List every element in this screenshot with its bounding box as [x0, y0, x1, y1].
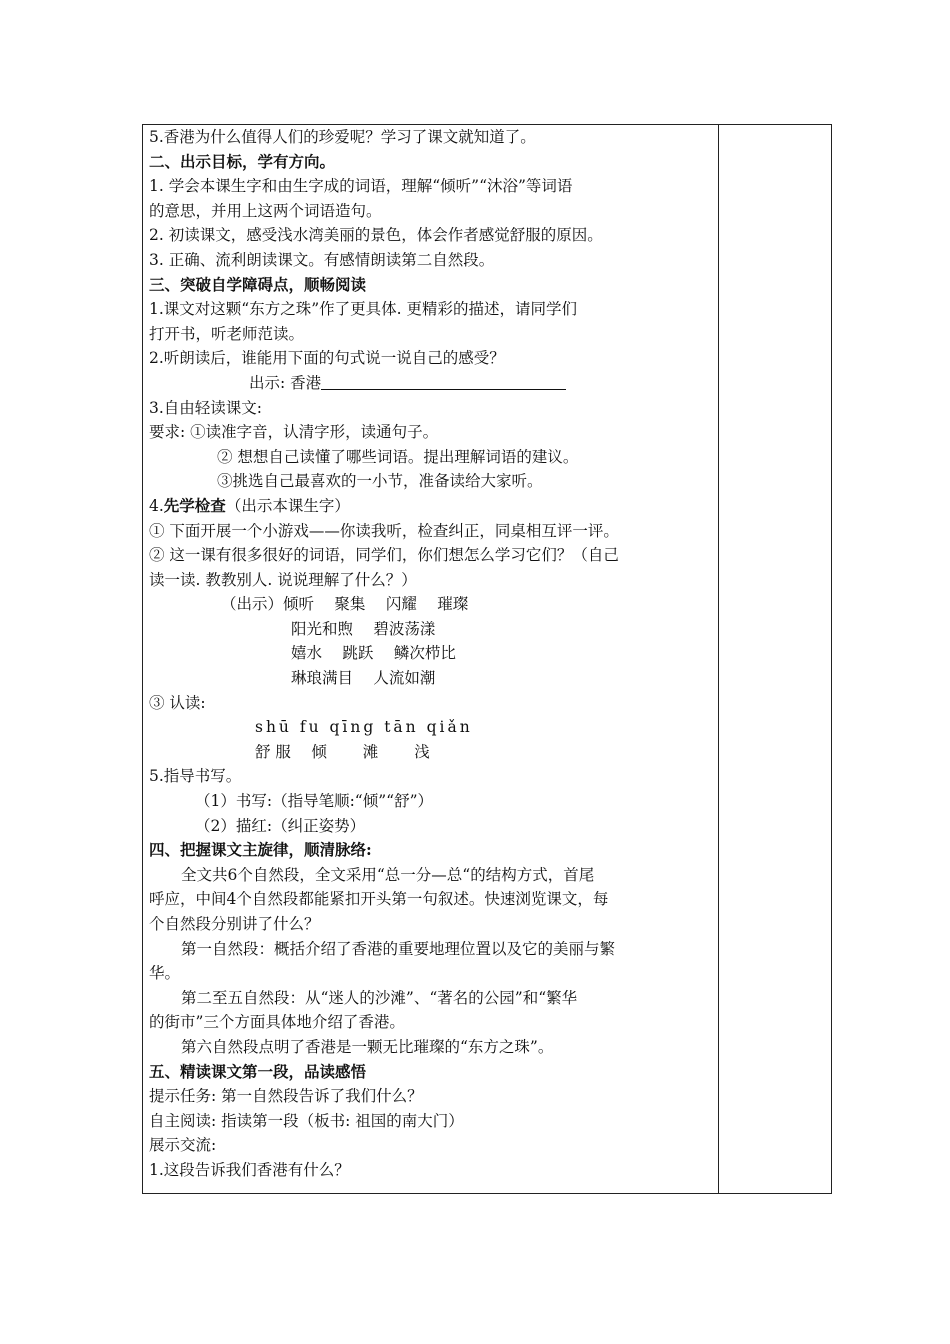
- text-line: 展示交流:: [149, 1136, 217, 1155]
- text-line: 自主阅读: 指读第一段（板书: 祖国的南大门）: [149, 1111, 464, 1130]
- text-line: 要求: ①读准字音，认清字形，读通句子。: [149, 423, 439, 442]
- lesson-content-cell: [149, 125, 711, 1183]
- text-line: ① 下面开展一个小游戏——你读我听，检查纠正，同桌相互评一评。: [149, 521, 619, 540]
- character-line: 舒 服 倾 滩 浅: [255, 742, 430, 761]
- text-line: 5.香港为什么值得人们的珍爱呢？学习了课文就知道了。: [149, 128, 536, 146]
- text-line: 提示任务: 第一自然段告诉了我们什么？: [149, 1087, 423, 1106]
- text-line: 全文共6个自然段，全文采用“总一分—总“的结构方式，首尾: [181, 865, 595, 884]
- section-heading: 五、精读课文第一段，品读感悟: [149, 1061, 367, 1081]
- note-text: （出示本课生字）: [225, 496, 350, 515]
- text-line: ② 这一课有很多很好的词语，同学们，你们想怎么学习它们？（自己: [149, 546, 619, 565]
- word-list-line: 嬉水 跳跃 鳞次栉比: [291, 644, 456, 663]
- text-line: 第六自然段点明了香港是一颗无比璀璨的“东方之珠”。: [181, 1037, 554, 1056]
- text-line: 第二至五自然段：从“迷人的沙滩”、“著名的公园”和“繁华: [181, 988, 578, 1007]
- lesson-table: [142, 124, 832, 1194]
- text-line: 第一自然段：概括介绍了香港的重要地理位置以及它的美丽与繁: [181, 939, 616, 958]
- text-line: 1. 学会本课生字和由生字成的词语，理解“倾听”“沐浴”等词语: [149, 177, 573, 196]
- text-line: （2）描红:（纠正姿势）: [195, 816, 366, 835]
- text-line: 1.课文对这颗“东方之珠”作了更具体. 更精彩的描述，请同学们: [149, 300, 577, 319]
- text-line: （1）书写:（指导笔顺:“倾”“舒”）: [195, 792, 434, 811]
- section-heading: 四、把握课文主旋律，顺清脉络:: [149, 840, 372, 860]
- column-divider: [718, 125, 719, 1193]
- pinyin-line: shū fu qīng tān qiǎn: [255, 718, 473, 737]
- text-line: 读一读. 教教别人. 说说理解了什么？）: [149, 570, 417, 589]
- word-list-line: 琳琅满目 人流如潮: [291, 669, 436, 688]
- section-heading: 二、出示目标，学有方向。: [149, 151, 336, 171]
- text-line: ③ 认读:: [149, 693, 206, 712]
- text-line: 的街市”三个方面具体地介绍了香港。: [149, 1013, 405, 1032]
- text-line: 3. 正确、流利朗读课文。有感情朗读第二自然段。: [149, 250, 495, 269]
- word-list-line: 阳光和煦 碧波荡漾: [291, 619, 436, 638]
- blank-underline: [321, 371, 566, 390]
- text-line: 打开书，听老师范读。: [149, 324, 305, 343]
- text-line: [149, 494, 711, 519]
- text-line: 的意思，并用上这两个词语造句。: [149, 201, 382, 220]
- item-number: 4.: [149, 496, 164, 515]
- fill-in-prompt: 出示: 香港: [249, 373, 322, 392]
- text-line: 个自然段分别讲了什么？: [149, 915, 320, 933]
- text-line: ② 想想自己读懂了哪些词语。提出理解词语的建议。: [217, 447, 579, 466]
- word-list-line: （出示）倾听 聚集 闪耀 璀璨: [221, 595, 469, 614]
- section-heading: 三、突破自学障碍点，顺畅阅读: [149, 274, 367, 294]
- text-line: 3.自由轻读课文:: [149, 398, 263, 417]
- text-line: 2. 初读课文，感受浅水湾美丽的景色，体会作者感觉舒服的原因。: [149, 226, 603, 245]
- text-line: 2.听朗读后，谁能用下面的句式说一说自己的感受？: [149, 349, 505, 368]
- text-line: 华。: [149, 964, 181, 983]
- fill-in-line: [149, 371, 711, 396]
- text-line: 1.这段告诉我们香港有什么？: [149, 1160, 350, 1179]
- text-line: 5.指导书写。: [149, 767, 242, 786]
- text-line: 呼应，中间4个自然段都能紧扣开头第一句叙述。快速浏览课文，每: [149, 890, 609, 909]
- text-line: ③挑选自己最喜欢的一小节，准备读给大家听。: [217, 472, 543, 491]
- bold-phrase: 先学检查: [163, 495, 226, 515]
